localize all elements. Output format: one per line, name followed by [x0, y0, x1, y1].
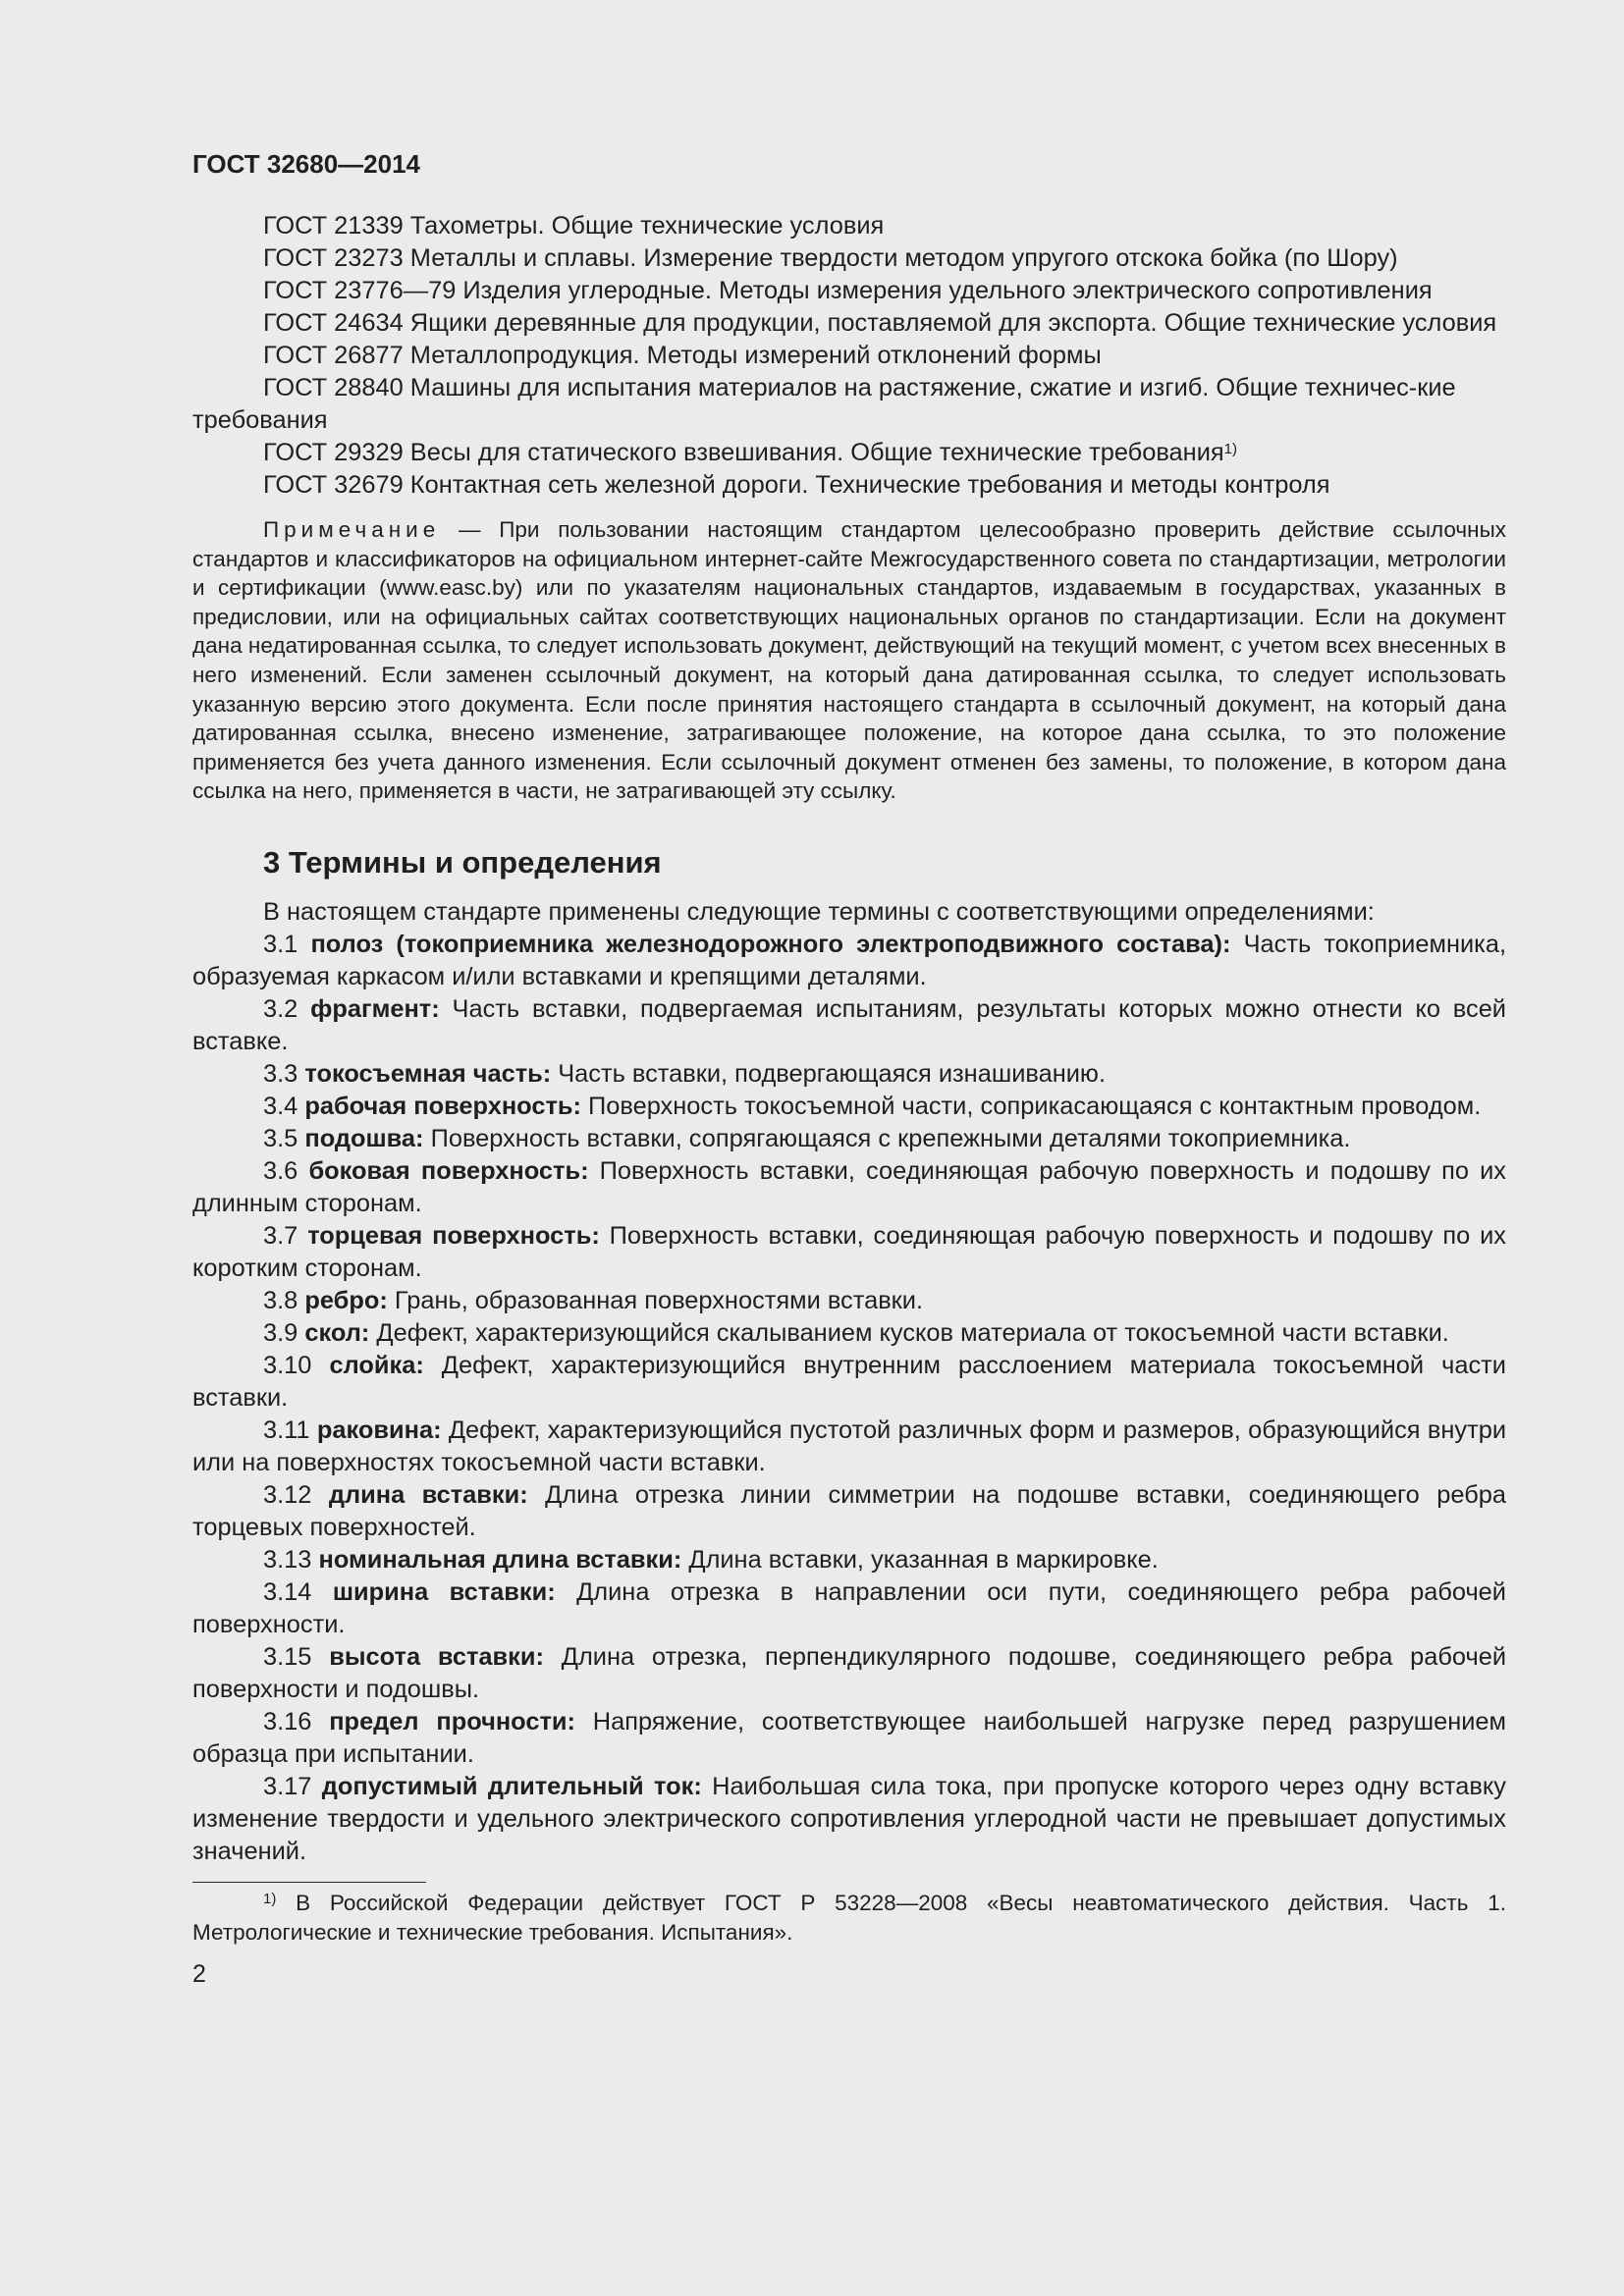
reference-item: [192, 437, 1506, 469]
term-definition: [192, 1155, 1506, 1220]
term-number: 3.5: [263, 1124, 305, 1152]
term-number: 3.14: [263, 1577, 333, 1606]
term-name: предел прочности:: [329, 1707, 575, 1735]
term-number: 3.8: [263, 1286, 305, 1314]
term-name: полоз (токоприемника железнодорожного электроподвижного состава):: [310, 930, 1231, 958]
term-number: 3.1: [263, 930, 311, 958]
reference-item: [192, 372, 1506, 437]
footnote-text: В Российской Федерации действует ГОСТ Р 53228—2008 «Весы неавтоматического действия. Часть 1. Метрологические и технические требования. Испытания».: [192, 1890, 1506, 1945]
terms-list: [192, 929, 1506, 1868]
reference-text: ГОСТ 26877 Металлопродукция. Методы измерений отклонений формы: [263, 342, 1102, 369]
term-text: Дефект, характеризующийся пустотой различных форм и размеров, образующийся внутри или на поверхностях токосъемной части вставки.: [192, 1415, 1507, 1476]
term-definition: [192, 1350, 1506, 1415]
term-number: 3.17: [263, 1772, 322, 1800]
term-name: рабочая поверхность:: [304, 1092, 581, 1120]
term-name: токосъемная часть:: [304, 1059, 552, 1088]
document-header: ГОСТ 32680—2014: [192, 149, 420, 179]
term-text: Длина отрезка в направлении оси пути, соединяющего ребра рабочей поверхности.: [192, 1577, 1506, 1638]
term-text: Наибольшая сила тока, при пропуске которого через одну вставку изменение твердости и удельного электрического сопротивления углеродной части не превышает допустимых значений.: [192, 1772, 1506, 1865]
term-definition: [192, 1544, 1506, 1576]
term-text: Часть вставки, подвергающаяся изнашиванию.: [551, 1059, 1107, 1088]
note-dash: —: [440, 517, 500, 542]
term-text: Дефект, характеризующийся скалыванием кусков материала от токосъемной части вставки.: [369, 1318, 1449, 1347]
reference-item: [192, 275, 1506, 307]
term-number: 3.9: [263, 1318, 305, 1347]
term-text: Длина отрезка, перпендикулярного подошве, соединяющего ребра рабочей поверхности и подошвы.: [192, 1642, 1506, 1703]
term-text: Дефект, характеризующийся внутренним расслоением материала токосъемной части вставки.: [192, 1351, 1506, 1412]
term-number: 3.10: [263, 1351, 330, 1379]
term-definition: [192, 1285, 1506, 1317]
footnote: [192, 1889, 1506, 1947]
term-text: Часть вставки, подвергаемая испытаниям, результаты которых можно отнести ко всей вставке.: [192, 994, 1506, 1055]
reference-text: ГОСТ 23776—79 Изделия углеродные. Методы измерения удельного электрического сопротивления: [263, 277, 1433, 304]
term-name: высота вставки:: [329, 1642, 544, 1671]
term-definition: [192, 1641, 1506, 1706]
term-text: Часть токоприемника, образуемая каркасом и/или вставками и крепящими деталями.: [192, 930, 1506, 990]
section-intro: В настоящем стандарте применены следующие термины с соответствующими определениями:: [263, 897, 1375, 926]
term-text: Длина вставки, указанная в маркировке.: [681, 1545, 1159, 1574]
term-text: Грань, образованная поверхностями вставки.: [387, 1286, 924, 1314]
term-name: фрагмент:: [310, 994, 440, 1023]
term-number: 3.2: [263, 994, 311, 1023]
term-name: номинальная длина вставки:: [318, 1545, 682, 1574]
term-definition: [192, 993, 1506, 1058]
term-text: Длина отрезка линии симметрии на подошве вставки, соединяющего ребра торцевых поверхностей.: [192, 1480, 1506, 1541]
term-definition: [192, 1317, 1506, 1350]
term-number: 3.15: [263, 1642, 330, 1671]
term-name: торцевая поверхность:: [307, 1221, 600, 1250]
term-text: Поверхность вставки, соединяющая рабочую поверхность и подошву по их коротким сторонам.: [192, 1221, 1506, 1282]
term-number: 3.4: [263, 1092, 305, 1120]
term-name: ширина вставки:: [332, 1577, 556, 1606]
term-name: подошва:: [304, 1124, 424, 1152]
page-number: 2: [192, 1960, 206, 1989]
term-name: боковая поверхность:: [308, 1156, 589, 1185]
term-number: 3.6: [263, 1156, 309, 1185]
reference-text: ГОСТ 23273 Металлы и сплавы. Измерение твердости методом упругого отскока бойка (по Шору): [263, 244, 1398, 272]
term-number: 3.13: [263, 1545, 319, 1574]
reference-text: ГОСТ 24634 Ящики деревянные для продукции, поставляемой для экспорта. Общие технические условия: [263, 309, 1497, 337]
term-text: Поверхность токосъемной части, соприкасающаяся с контактным проводом.: [580, 1092, 1482, 1120]
note-paragraph: [192, 515, 1506, 806]
reference-item: [192, 469, 1506, 502]
reference-item: [192, 242, 1506, 275]
term-name: раковина:: [316, 1415, 442, 1444]
term-number: 3.16: [263, 1707, 330, 1735]
reference-item: [192, 307, 1506, 340]
normative-references-list: [192, 210, 1506, 502]
reference-text: ГОСТ 21339 Тахометры. Общие технические условия: [263, 212, 885, 240]
reference-item: [192, 340, 1506, 372]
term-definition: [192, 1415, 1506, 1479]
footnote-mark: 1): [263, 1890, 277, 1907]
section-heading: 3 Термины и определения: [263, 844, 662, 880]
note-text: При пользовании настоящим стандартом целесообразно проверить действие ссылочных стандартов и классификаторов на официальном интернет-сайте Межгосударственного совета по стандартизации, метрологии и сертификации (www.easc.by) или по указателям национальных стандартов, издаваемым в государствах, указанных в предисловии, или на официальных сайтах соответствующих национальных органов по стандартизации. Если на документ дана недатированная ссылка, то следует использовать документ, действующий на текущий момент, с учетом всех внесенных в него изменений. Если заменен ссылочный документ, на который дана датированная ссылка, то следует использовать указанную версию этого документа. Если после принятия настоящего стандарта в ссылочный документ, на который дана датированная ссылка, внесено изменение, затрагивающее положение, на которое дана ссылка, то это положение применяется без учета данного изменения. Если ссылочный документ отменен без замены, то положение, в котором дана ссылка на него, применяется в части, не затрагивающей эту ссылку.: [192, 517, 1506, 804]
term-definition: [192, 1123, 1506, 1155]
term-definition: [192, 1091, 1506, 1123]
reference-text: ГОСТ 28840 Машины для испытания материалов на растяжение, сжатие и изгиб. Общие техничес-кие требования: [192, 374, 1456, 434]
term-definition: [192, 929, 1506, 993]
term-definition: [192, 1058, 1506, 1091]
term-name: скол:: [304, 1318, 370, 1347]
term-text: Поверхность вставки, сопрягающаяся с крепежными деталями токоприемника.: [423, 1124, 1351, 1152]
note-label: Примечание: [263, 517, 441, 542]
term-definition: [192, 1706, 1506, 1771]
footnote-divider: [192, 1882, 426, 1883]
term-name: длина вставки:: [328, 1480, 528, 1509]
term-definition: [192, 1771, 1506, 1868]
reference-text: ГОСТ 32679 Контактная сеть железной дороги. Технические требования и методы контроля: [263, 471, 1330, 499]
term-text: Поверхность вставки, соединяющая рабочую поверхность и подошву по их длинным сторонам.: [192, 1156, 1506, 1217]
term-name: допустимый длительный ток:: [321, 1772, 702, 1800]
term-number: 3.3: [263, 1059, 305, 1088]
term-name: ребро:: [304, 1286, 388, 1314]
term-definition: [192, 1220, 1506, 1285]
reference-item: [192, 210, 1506, 242]
reference-text: ГОСТ 29329 Весы для статического взвешивания. Общие технические требования: [263, 439, 1224, 466]
term-name: слойка:: [329, 1351, 424, 1379]
footnote-reference-mark: 1): [1223, 441, 1237, 457]
document-page: [192, 147, 1506, 1990]
term-definition: [192, 1576, 1506, 1641]
term-number: 3.7: [263, 1221, 308, 1250]
term-text: Напряжение, соответствующее наибольшей нагрузке перед разрушением образца при испытании.: [192, 1707, 1506, 1768]
term-definition: [192, 1479, 1506, 1544]
term-number: 3.11: [263, 1415, 317, 1444]
term-number: 3.12: [263, 1480, 329, 1509]
